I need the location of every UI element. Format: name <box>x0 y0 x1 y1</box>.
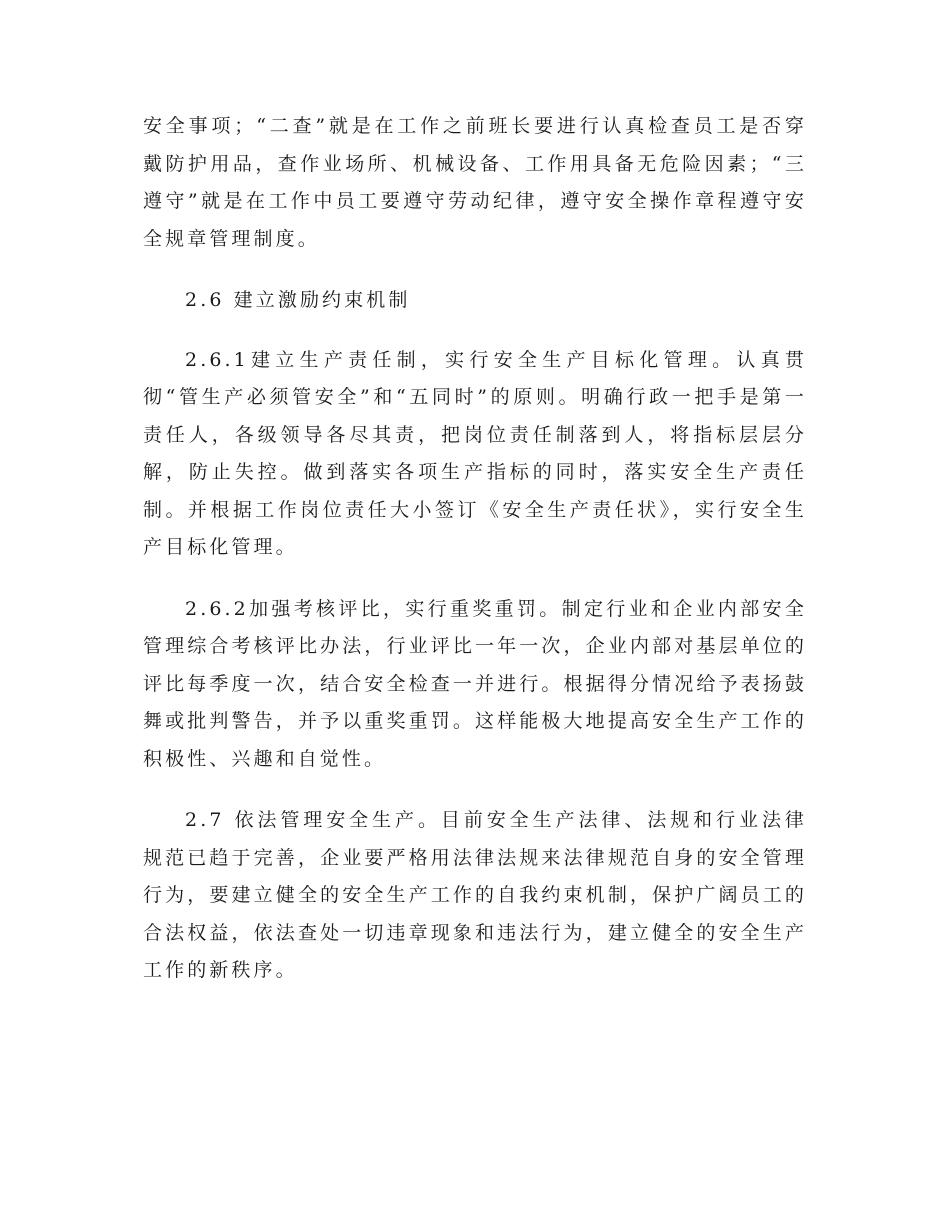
section-heading-2-6: 2.6 建立激励约束机制 <box>185 289 411 311</box>
paragraph-continuation: 安全事项；“二查”就是在工作之前班长要进行认真检查员工是否穿戴防护用品，查作业场所、机械设备、工作用具备无危险因素；“三遵守”就是在工作中员工要遵守劳动纪律，遵守安全操作章程遵守安全规章管理制度。 <box>143 115 807 250</box>
paragraph-2-7: 2.7 依法管理安全生产。目前安全生产法律、法规和行业法律规范已趋于完善，企业要严格用法律法规来法律规范自身的安全管理行为，要建立健全的安全生产工作的自我约束机制，保护广阔员工的合法权益，依法查处一切违章现象和违法行为，建立健全的安全生产工作的新秩序。 <box>143 809 807 981</box>
paragraph-2-6-1: 2.6.1建立生产责任制，实行安全生产目标化管理。认真贯彻“管生产必须管安全”和“五同时”的原则。明确行政一把手是第一责任人，各级领导各尽其责，把岗位责任制落到人，将指标层层分解，防止失控。做到落实各项生产指标的同时，落实安全生产责任制。并根据工作岗位责任大小签订《安全生产责任状》，实行安全生产目标化管理。 <box>143 348 807 558</box>
paragraph-2-6-2: 2.6.2加强考核评比，实行重奖重罚。制定行业和企业内部安全管理综合考核评比办法，行业评比一年一次，企业内部对基层单位的评比每季度一次，结合安全检查一并进行。根据得分情况给予表扬鼓舞或批判警告，并予以重奖重罚。这样能极大地提高安全生产工作的积极性、兴趣和自觉性。 <box>143 597 807 770</box>
document-body <box>143 108 807 1014</box>
